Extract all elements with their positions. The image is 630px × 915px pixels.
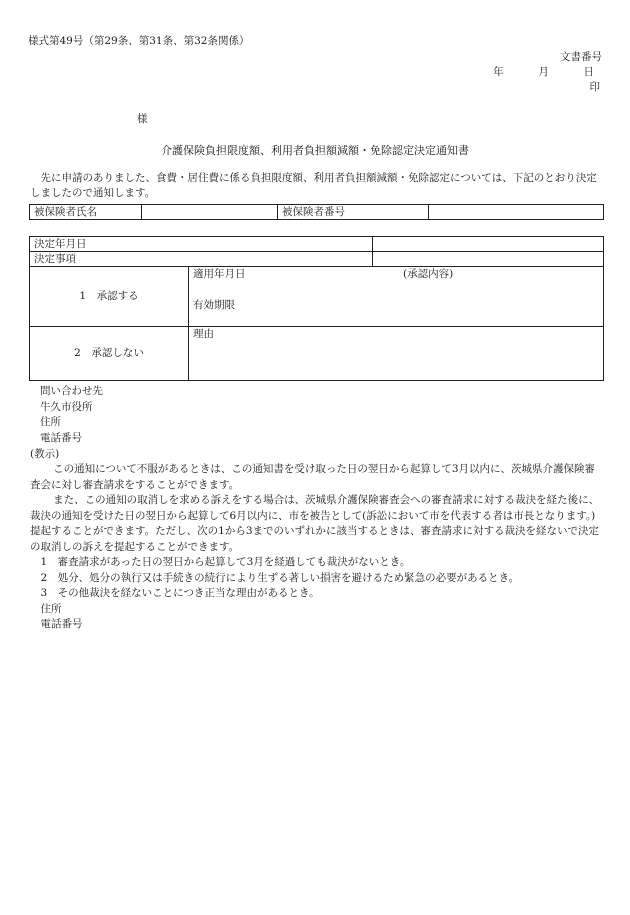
day-label: 日	[583, 66, 594, 78]
notice-item-3: 3 その他裁決を経ないことにつき正当な理由があるとき。	[40, 587, 320, 599]
deny-details	[189, 327, 604, 381]
contact-block	[40, 384, 103, 446]
insured-name-value[interactable]	[142, 205, 278, 220]
year-label: 年	[493, 66, 504, 78]
intro-paragraph: 先に申請のありました、食費・居住費に係る負担限度額、利用者負担額減額・免除認定については、下記のとおり決定しましたので通知します。	[30, 172, 597, 200]
contact-address-label: 住所	[40, 416, 61, 428]
issue-date	[493, 65, 594, 80]
notice-phone-label: 電話番号	[40, 618, 83, 630]
insured-number-value[interactable]	[429, 205, 604, 220]
document-number-label: 文書番号	[560, 51, 602, 63]
insured-number-label: 被保険者番号	[278, 205, 429, 220]
decision-date-value[interactable]	[373, 237, 604, 252]
decision-date-label: 決定年月日	[30, 237, 373, 252]
notice-heading: (教示)	[30, 448, 60, 460]
decision-matter-label: 決定事項	[30, 252, 373, 267]
reason-label: 理由	[193, 328, 214, 340]
contact-phone-label: 電話番号	[40, 431, 82, 444]
decision-matter-value[interactable]	[373, 252, 604, 267]
notice-paragraph-1: この通知について不服があるときは、この通知書を受け取った日の翌日から起算して3月以内に、茨城県介護保険審査会に対し審査請求をすることができます。	[30, 463, 596, 491]
month-label: 月	[538, 66, 549, 78]
insured-name-label: 被保険者氏名	[30, 205, 142, 220]
approve-label: 1 承認する	[30, 267, 189, 327]
insured-info-table	[29, 204, 604, 220]
notice-body	[30, 462, 605, 633]
contact-heading: 問い合わせ先	[40, 385, 103, 397]
notice-address-label: 住所	[40, 602, 62, 615]
contact-office: 牛久市役所	[40, 400, 93, 413]
deny-label: 2 承認しない	[30, 327, 189, 381]
valid-period-label: 有効期限	[193, 299, 235, 311]
notice-paragraph-2: また、この通知の取消しを求める訴えをする場合は、茨城県介護保険審査会への審査請求に対する裁決を経た後に、裁決の通知を受けた日の翌日から起算して6月以内に、市を被告として(訴訟において市を代表する者は市長となります。)提起することができます。ただし、次の1から3までのいずれかに該当するときは、審査請求に対する裁決を経ないで決定の取消しの訴えを提起することができます。	[30, 494, 600, 553]
notice-item-1: 1 審査請求があった日の翌日から起算して3月を経過しても裁決がないとき。	[40, 556, 411, 568]
approval-details	[189, 267, 604, 327]
apply-date-label: 適用年月日	[193, 268, 246, 280]
document-title: 介護保険負担限度額、利用者負担額減額・免除認定決定通知書	[161, 144, 469, 157]
addressee-suffix: 様	[137, 113, 148, 125]
seal-mark: 印	[589, 81, 600, 93]
approval-content-label: (承認内容)	[403, 268, 454, 280]
form-number: 様式第49号（第29条、第31条、第32条関係）	[28, 35, 250, 47]
notice-item-2: 2 処分、処分の執行又は手続きの続行により生ずる著しい損害を避けるため緊急の必要があるとき。	[40, 571, 520, 584]
decision-table	[29, 236, 604, 381]
